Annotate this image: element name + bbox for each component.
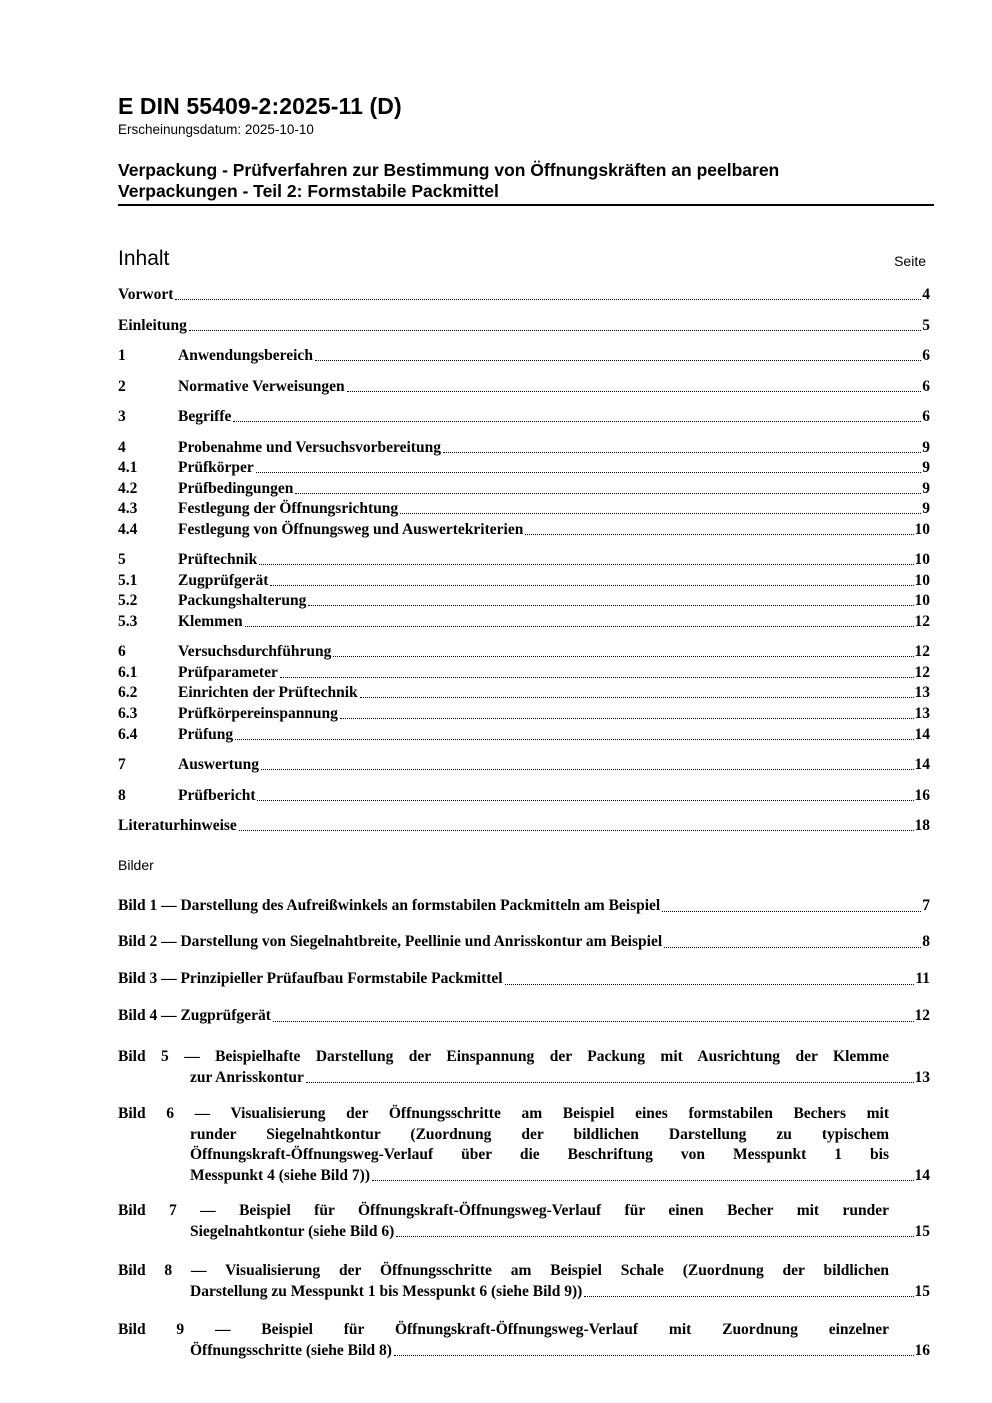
- toc-entry[interactable]: [118, 458, 930, 478]
- dot-leader: [257, 799, 913, 801]
- dot-leader: [394, 1354, 914, 1356]
- toc-entry-page: 16: [914, 787, 930, 804]
- dot-leader: [340, 717, 914, 719]
- dot-leader: [261, 768, 914, 770]
- toc-entry-number: 6.4: [118, 726, 138, 743]
- toc-entry-page: 5: [922, 317, 930, 334]
- toc-entry-page: 9: [922, 500, 930, 517]
- figure-entry-page: 15: [914, 1222, 930, 1240]
- dot-leader: [239, 829, 914, 831]
- toc-entry[interactable]: [118, 571, 930, 591]
- toc-entry-page: 14: [914, 756, 930, 773]
- dot-leader: [189, 329, 921, 331]
- toc-entry-title: Prüfung: [178, 726, 234, 743]
- figure-entry[interactable]: [118, 1006, 930, 1027]
- figure-entry[interactable]: [118, 896, 930, 917]
- figure-entry[interactable]: [118, 1104, 930, 1186]
- toc-entry-page: 4: [922, 286, 930, 303]
- toc-entry-title: Prüfbericht: [178, 787, 256, 804]
- toc-entry-title: Versuchsdurchführung: [178, 643, 332, 660]
- dot-leader: [280, 676, 914, 678]
- toc-entry-title: Anwendungsbereich: [178, 347, 313, 364]
- toc-entry-title: Prüfbedingungen: [178, 480, 294, 497]
- toc-entry-title: Prüftechnik: [178, 551, 258, 568]
- dot-leader: [295, 492, 921, 494]
- figure-entry-page: 12: [914, 1007, 930, 1024]
- toc-entry-number: 6.2: [118, 684, 138, 701]
- figure-entry-text: Bild 4 — Zugprüfgerät: [118, 1007, 271, 1024]
- toc-entry-title: Prüfkörpereinspannung: [178, 705, 338, 722]
- dot-leader: [306, 1081, 914, 1083]
- figure-entry-text: Messpunkt 4 (siehe Bild 7)): [190, 1166, 370, 1184]
- toc-entry-title: Festlegung von Öffnungsweg und Auswertekriterien: [178, 521, 524, 538]
- dot-leader: [273, 1020, 914, 1022]
- toc-entry-number: 4.2: [118, 480, 138, 497]
- toc-entry-title: Literaturhinweise: [118, 817, 237, 834]
- dot-leader: [360, 696, 914, 698]
- toc-entry-page: 9: [922, 480, 930, 497]
- figure-entry[interactable]: [118, 1047, 930, 1088]
- toc-heading: Inhalt: [118, 247, 170, 270]
- dot-leader: [372, 1179, 914, 1181]
- toc-entry[interactable]: [118, 479, 930, 499]
- toc-entry-page: 10: [914, 521, 930, 538]
- figure-entry-text: Darstellung zu Messpunkt 1 bis Messpunkt 6 (siehe Bild 9)): [190, 1282, 583, 1300]
- toc-page-label: Seite: [894, 253, 926, 269]
- toc-entry[interactable]: [118, 704, 930, 724]
- toc-entry[interactable]: [118, 550, 930, 570]
- document-id: E DIN 55409-2:2025-11 (D): [118, 93, 402, 119]
- dot-leader: [259, 563, 913, 565]
- toc-entry-title: Prüfkörper: [178, 459, 254, 476]
- dot-leader: [664, 946, 921, 948]
- dot-leader: [245, 625, 914, 627]
- toc-header: [118, 245, 926, 273]
- toc-entry[interactable]: [118, 816, 930, 836]
- toc-entry-page: 12: [914, 643, 930, 660]
- dot-leader: [315, 359, 921, 361]
- toc-entry-title: Zugprüfgerät: [178, 572, 269, 589]
- toc-entry[interactable]: [118, 683, 930, 703]
- toc-entry-title: Auswertung: [178, 756, 259, 773]
- toc-entry-number: 4.4: [118, 521, 138, 538]
- dot-leader: [525, 533, 913, 535]
- toc-entry-number: 6.3: [118, 705, 138, 722]
- toc-entry-title: Klemmen: [178, 613, 243, 630]
- dot-leader: [443, 451, 921, 453]
- figure-entry-text: Siegelnahtkontur (siehe Bild 6): [190, 1222, 395, 1240]
- figure-entry-page: 11: [915, 970, 930, 987]
- dot-leader: [235, 738, 913, 740]
- toc-entry-page: 12: [914, 664, 930, 681]
- dot-leader: [396, 1235, 913, 1237]
- toc-entry-title: Probenahme und Versuchsvorbereitung: [178, 439, 441, 456]
- toc-entry-page: 10: [914, 551, 930, 568]
- toc-entry[interactable]: [118, 612, 930, 632]
- figure-entry-page: 7: [922, 897, 930, 914]
- toc-entry-page: 12: [914, 613, 930, 630]
- toc-entry-number: 4: [118, 439, 126, 456]
- toc-entry-number: 6.1: [118, 664, 138, 681]
- toc-entry-title: Normative Verweisungen: [178, 378, 345, 395]
- toc-entry-number: 5.2: [118, 592, 138, 609]
- toc-entry[interactable]: [118, 520, 930, 540]
- dot-leader: [400, 512, 921, 514]
- toc-entry[interactable]: [118, 438, 930, 458]
- figure-entry-text: Bild 5 — Beispielhafte Darstellung der Einspannung der Packung mit Ausrichtung der Klemme: [118, 1048, 889, 1065]
- title-line-1: Verpackung - Prüfverfahren zur Bestimmung von Öffnungskräften an peelbaren: [118, 160, 780, 180]
- toc-entry-number: 5: [118, 551, 126, 568]
- toc-entry-title: Festlegung der Öffnungsrichtung: [178, 500, 399, 517]
- dot-leader: [347, 390, 922, 392]
- toc-entry-title: Einrichten der Prüftechnik: [178, 684, 358, 701]
- toc-entry[interactable]: [118, 285, 930, 305]
- figure-entry-text: Öffnungskraft-Öffnungsweg-Verlauf über die Beschriftung von Messpunkt 1 bis: [190, 1146, 889, 1163]
- figure-entry-text: Bild 6 — Visualisierung der Öffnungsschritte am Beispiel eines formstabilen Bechers mit: [118, 1105, 889, 1122]
- toc-entry-number: 2: [118, 378, 126, 395]
- figure-entry-text: Öffnungsschritte (siehe Bild 8): [190, 1341, 392, 1359]
- dot-leader: [505, 983, 915, 985]
- figure-entry-page: 13: [914, 1068, 930, 1086]
- dot-leader: [233, 420, 921, 422]
- figures-heading: Bilder: [118, 857, 154, 873]
- toc-entry-page: 10: [914, 572, 930, 589]
- figure-entry[interactable]: [118, 969, 930, 990]
- figure-entry-text: Bild 1 — Darstellung des Aufreißwinkels an formstabilen Packmitteln am Beispiel: [118, 897, 661, 914]
- toc-entry[interactable]: [118, 725, 930, 745]
- toc-entry-number: 1: [118, 347, 126, 364]
- figure-entry-text: Bild 3 — Prinzipieller Prüfaufbau Formstabile Packmittel: [118, 970, 503, 987]
- toc-entry-title: Begriffe: [178, 408, 232, 425]
- figure-entry-page: 16: [914, 1341, 930, 1359]
- toc-entry-title: Einleitung: [118, 317, 187, 334]
- document-page: [118, 0, 934, 1403]
- toc-entry[interactable]: [118, 755, 930, 775]
- toc-entry-number: 4.1: [118, 459, 138, 476]
- toc-entry[interactable]: [118, 663, 930, 683]
- toc-entry[interactable]: [118, 642, 930, 662]
- toc-entry-page: 6: [922, 347, 930, 364]
- toc-entry-number: 5.3: [118, 613, 138, 630]
- toc-entry[interactable]: [118, 591, 930, 611]
- toc-entry-title: Vorwort: [118, 286, 174, 303]
- toc-entry-page: 13: [914, 705, 930, 722]
- dot-leader: [256, 471, 921, 473]
- toc-entry[interactable]: [118, 377, 930, 397]
- toc-entry-page: 18: [914, 817, 930, 834]
- toc-entry-number: 6: [118, 643, 126, 660]
- toc-entry-number: 5.1: [118, 572, 138, 589]
- dot-leader: [333, 655, 913, 657]
- toc-entry-page: 14: [914, 726, 930, 743]
- toc-entry-page: 10: [914, 592, 930, 609]
- dot-leader: [584, 1295, 913, 1297]
- toc-entry-number: 4.3: [118, 500, 138, 517]
- figure-entry-page: 15: [914, 1282, 930, 1300]
- document-title: [118, 160, 934, 206]
- figure-entry-text: Bild 7 — Beispiel für Öffnungskraft-Öffnungsweg-Verlauf für einen Becher mit runder: [118, 1202, 889, 1219]
- title-line-2: Verpackungen - Teil 2: Formstabile Packmittel: [118, 181, 499, 201]
- toc-entry-page: 9: [922, 439, 930, 456]
- toc-entry-page: 13: [914, 684, 930, 701]
- figure-entry-text: zur Anrisskontur: [190, 1068, 304, 1086]
- toc-entry-number: 8: [118, 787, 126, 804]
- toc-entry-number: 7: [118, 756, 126, 773]
- figure-entry-page: 8: [922, 933, 930, 950]
- publication-date: Erscheinungsdatum: 2025-10-10: [118, 122, 314, 137]
- figure-entry-text: Bild 2 — Darstellung von Siegelnahtbreite, Peellinie und Anrisskontur am Beispiel: [118, 933, 663, 950]
- toc-entry-title: Packungshalterung: [178, 592, 307, 609]
- figure-entry-text: Bild 8 — Visualisierung der Öffnungsschritte am Beispiel Schale (Zuordnung der bildlichen: [118, 1262, 889, 1279]
- toc-entry-page: 6: [922, 408, 930, 425]
- figure-entry[interactable]: [118, 1261, 930, 1302]
- toc-entry-number: 3: [118, 408, 126, 425]
- toc-entry[interactable]: [118, 407, 930, 427]
- figure-entry-text: runder Siegelnahtkontur (Zuordnung der bildlichen Darstellung zu typischem: [190, 1125, 889, 1143]
- toc-entry[interactable]: [118, 499, 930, 519]
- toc-entry-page: 6: [922, 378, 930, 395]
- dot-leader: [662, 910, 921, 912]
- figure-entry-text: Bild 9 — Beispiel für Öffnungskraft-Öffnungsweg-Verlauf mit Zuordnung einzelner: [118, 1321, 889, 1338]
- dot-leader: [270, 584, 913, 586]
- toc-entry[interactable]: [118, 346, 930, 366]
- figure-entry-page: 14: [914, 1166, 930, 1184]
- dot-leader: [175, 298, 921, 300]
- dot-leader: [308, 604, 913, 606]
- figure-entry[interactable]: [118, 1201, 930, 1242]
- toc-entry[interactable]: [118, 316, 930, 336]
- toc-entry[interactable]: [118, 786, 930, 806]
- toc-entry-title: Prüfparameter: [178, 664, 278, 681]
- figure-entry[interactable]: [118, 932, 930, 953]
- toc-entry-page: 9: [922, 459, 930, 476]
- figure-entry[interactable]: [118, 1320, 930, 1361]
